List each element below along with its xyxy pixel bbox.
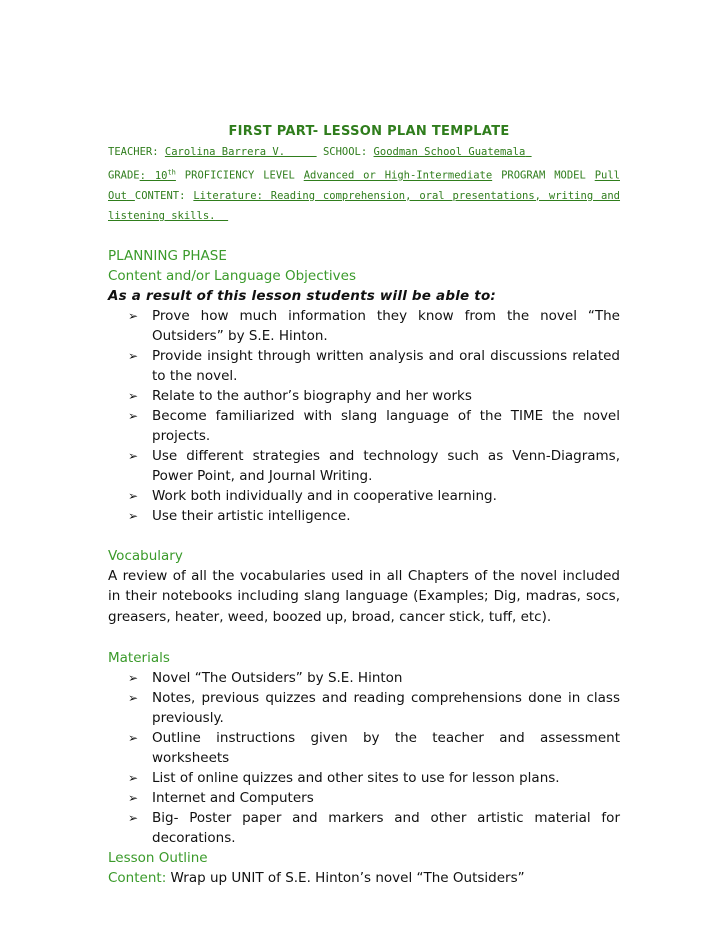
list-item: ➢ Big- Poster paper and markers and other artistic material for decorations. [128,809,620,846]
list-item: ➢ Prove how much information they know from the novel “The Outsiders” by S.E. Hinton. [128,307,620,344]
arrow-bullet-icon: ➢ [128,408,139,423]
vocabulary-text: A review of all the vocabularies used in all Chapters of the novel included in their notebooks including slang language (Examples; Dig, madras, socs, greasers, heater, weed, boozed up, broad, cancer stick, tuff, etc). [108,567,620,626]
arrow-bullet-icon: ➢ [128,770,139,785]
teacher-label: TEACHER: [108,146,159,158]
arrow-bullet-icon: ➢ [128,670,139,685]
list-item: ➢ Become familiarized with slang language of the TIME the novel projects. [128,407,620,444]
vocabulary-heading: Vocabulary [108,547,183,564]
list-item: ➢ Novel “The Outsiders” by S.E. Hinton [128,669,403,686]
proficiency-label: PROFICIENCY LEVEL [184,169,295,182]
list-item: ➢ Work both individually and in cooperative learning. [128,487,497,504]
arrow-bullet-icon: ➢ [128,508,139,523]
objectives-subheading: Content and/or Language Objectives [108,267,356,284]
arrow-bullet-icon: ➢ [128,730,139,745]
arrow-bullet-icon: ➢ [128,810,139,825]
document-title: FIRST PART- LESSON PLAN TEMPLATE [228,124,510,139]
outline-content-label: Content: [108,869,167,886]
proficiency-value: Advanced or High-Intermediate [303,169,493,182]
list-item: ➢ Provide insight through written analysis and oral discussions related to the novel. [128,347,620,384]
school-value: Goodman School Guatemala [373,146,526,158]
program-value: Pull Out [108,169,620,202]
arrow-bullet-icon: ➢ [128,308,139,323]
objectives-intro: As a result of this lesson students will be able to: [108,287,497,304]
outline-content-text: Wrap up UNIT of S.E. Hinton’s novel “The Outsiders” [170,869,525,886]
arrow-bullet-icon: ➢ [128,488,139,503]
list-item: ➢ Use different strategies and technology such as Venn-Diagrams, Power Point, and Journal Writing. [128,447,620,484]
school-label: SCHOOL: [322,146,368,158]
arrow-bullet-icon: ➢ [128,690,139,705]
grade-value: : 10th [139,168,176,182]
arrow-bullet-icon: ➢ [128,448,139,463]
objectives-list [108,306,620,526]
teacher-value: Carolina Barrera V. [164,146,286,158]
content-label: CONTENT: [134,189,186,202]
header-block [108,142,620,226]
arrow-bullet-icon: ➢ [128,348,139,363]
grade-label: GRADE [108,169,140,182]
list-item: ➢ Internet and Computers [128,789,314,806]
materials-heading: Materials [108,649,170,666]
lesson-plan-page [108,122,620,889]
arrow-bullet-icon: ➢ [128,790,139,805]
list-item: ➢ Use their artistic intelligence. [128,507,351,524]
arrow-bullet-icon: ➢ [128,388,139,403]
list-item: ➢ Notes, previous quizzes and reading comprehensions done in class previously. [128,689,620,726]
list-item: ➢ Relate to the author’s biography and her works [128,387,472,404]
outline-content [108,868,620,889]
outline-heading: Lesson Outline [108,849,208,866]
content-value: Literature: Reading comprehension, oral presentations, writing and listening skills. [108,189,621,222]
list-item: ➢ Outline instructions given by the teacher and assessment worksheets [128,729,620,766]
materials-list [108,668,620,848]
list-item: ➢ List of online quizzes and other sites to use for lesson plans. [128,769,560,786]
planning-heading: PLANNING PHASE [108,247,227,264]
program-label: PROGRAM MODEL [501,169,586,182]
